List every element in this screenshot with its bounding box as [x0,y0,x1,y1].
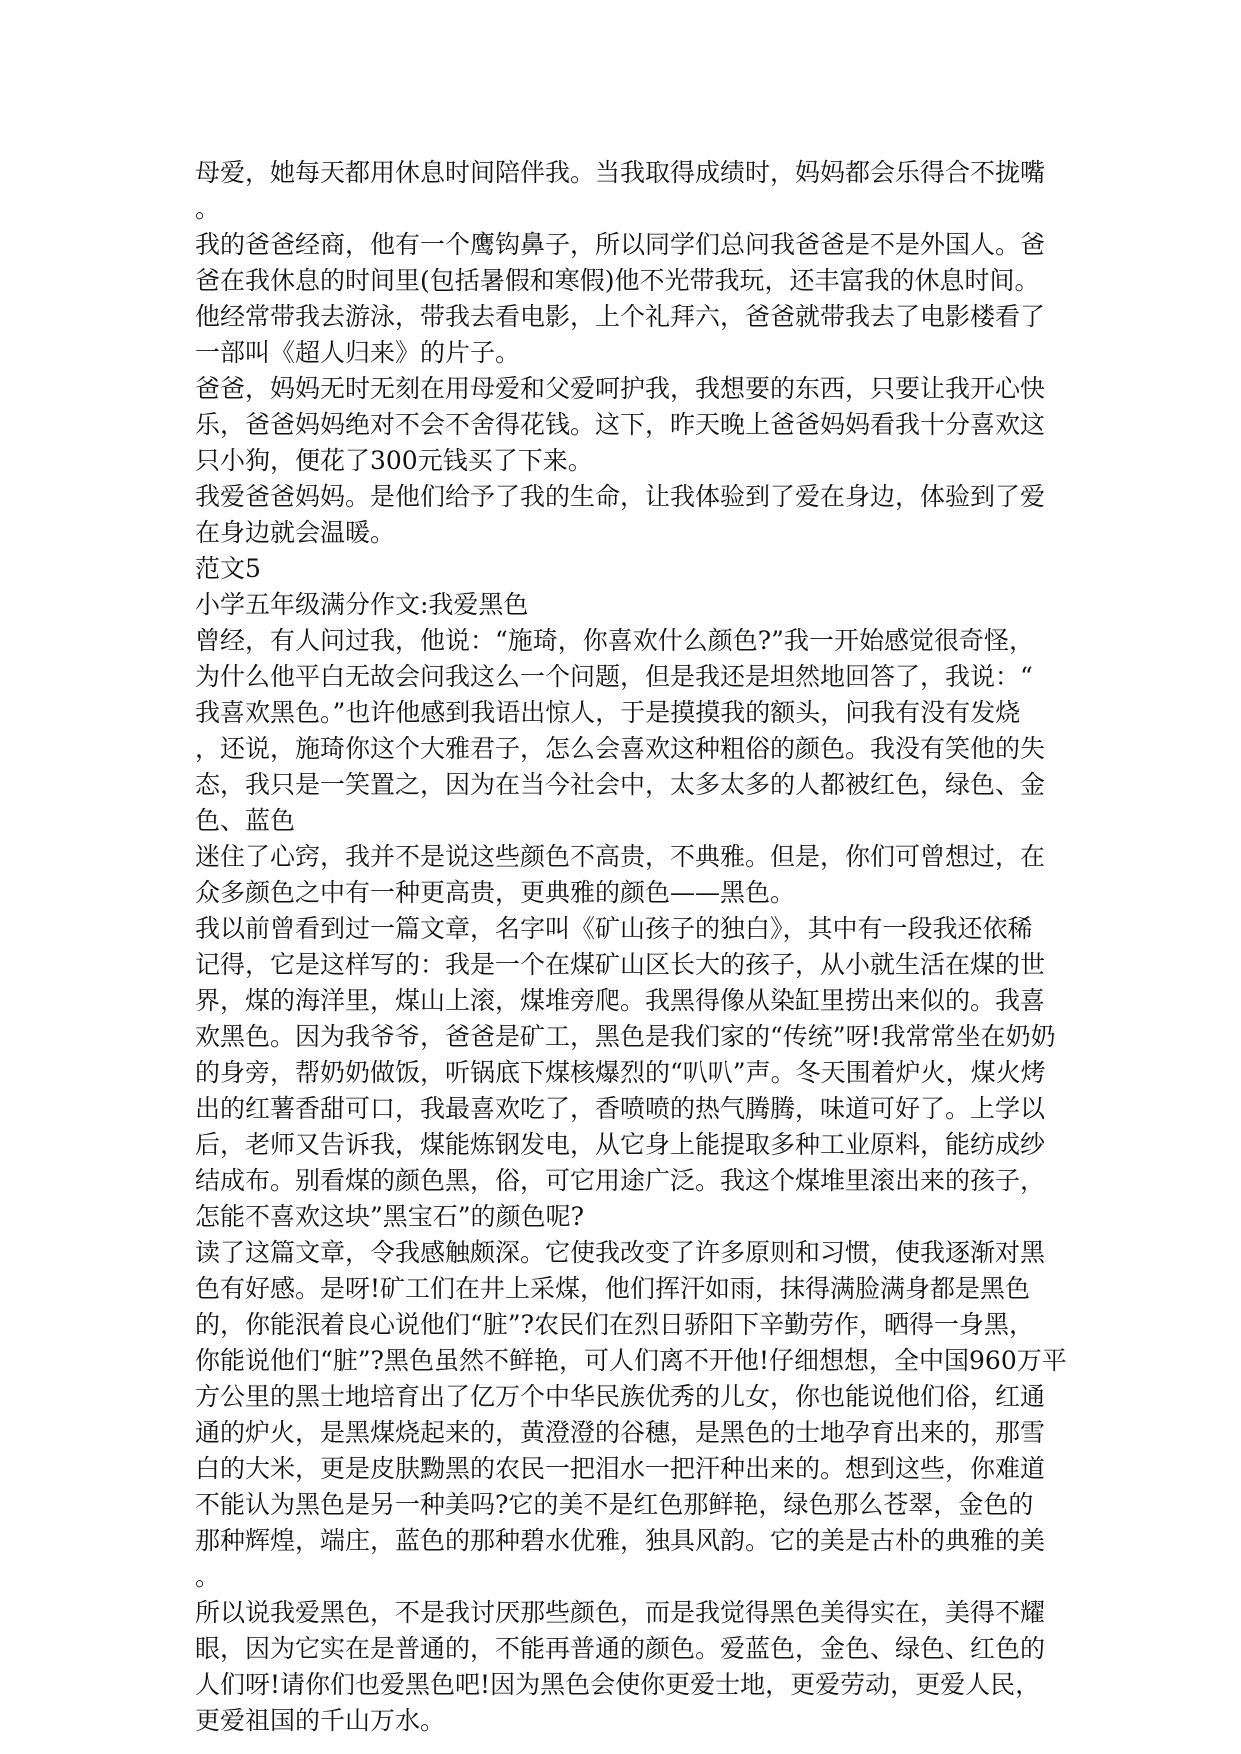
text-line: 结成布。别看煤的颜色黑，俗，可它用途广泛。我这个煤堆里滚出来的孩子， [195,1166,1046,1195]
text-line: 不能认为黑色是另一种美吗?它的美不是红色那鲜艳，绿色那么苍翠，金色的 [195,1490,1034,1519]
text-line: 通的炉火，是黑煤烧起来的，黄澄澄的谷穗，是黑色的士地孕育出来的，那雪 [195,1418,1046,1447]
text-line: ，还说，施琦你这个大雅君子，怎么会喜欢这种粗俗的颜色。我没有笑他的失 [195,734,1046,763]
text-line: 所以说我爱黑色，不是我讨厌那些颜色，而是我觉得黑色美得实在，美得不耀 [195,1598,1046,1627]
text-line: 他经常带我去游泳，带我去看电影，上个礼拜六，爸爸就带我去了电影楼看了 [195,302,1046,331]
text-line: 爸爸，妈妈无时无刻在用母爱和父爱呵护我，我想要的东西，只要让我开心快 [195,374,1046,403]
text-line: 记得，它是这样写的：我是一个在煤矿山区长大的孩子，从小就生活在煤的世 [195,950,1046,979]
text-line: 色有好感。是呀!矿工们在井上采煤，他们挥汗如雨，抹得满脸满身都是黑色 [195,1274,1031,1303]
text-line: 爸在我休息的时间里(包括暑假和寒假)他不光带我玩，还丰富我的休息时间。 [195,266,1040,295]
text-line: 更爱祖国的千山万水。 [195,1706,446,1735]
text-line: 只小狗，便花了300元钱买了下来。 [195,446,593,475]
text-line: 那种辉煌，端庄，蓝色的那种碧水优雅，独具风韵。它的美是古朴的典雅的美 [195,1526,1046,1555]
text-line: 曾经，有人问过我，他说：“施琦，你喜欢什么颜色?”我一开始感觉很奇怪， [195,626,1034,655]
text-line: 读了这篇文章，令我感触颇深。它使我改变了许多原则和习惯，使我逐渐对黑 [195,1238,1046,1267]
text-line: 。 [195,1562,221,1591]
text-line: 为什么他平白无故会问我这么一个问题，但是我还是坦然地回答了，我说：“ [195,662,1033,691]
text-line: 我喜欢黑色。”也许他感到我语出惊人，于是摸摸我的额头，问我有没有发烧 [195,698,1021,727]
text-line: 人们呀!请你们也爱黑色吧!因为黑色会使你更爱士地，更爱劳动，更爱人民， [195,1670,1041,1699]
text-line: 众多颜色之中有一种更高贵，更典雅的颜色——黑色。 [195,878,796,907]
text-line: 方公里的黑士地培育出了亿万个中华民族优秀的儿女，你也能说他们俗，红通 [195,1382,1046,1411]
text-line: 白的大米，更是皮肤黝黑的农民一把泪水一把汗种出来的。想到这些，你难道 [195,1454,1046,1483]
text-line: 的，你能泯着良心说他们“脏”?农民们在烈日骄阳下辛勤劳作，晒得一身黑， [195,1310,1034,1339]
text-line: 在身边就会温暖。 [195,518,396,547]
text-line: 我的爸爸经商，他有一个鹰钩鼻子，所以同学们总问我爸爸是不是外国人。爸 [195,230,1046,259]
text-line: 乐，爸爸妈妈绝对不会不舍得花钱。这下，昨天晚上爸爸妈妈看我十分喜欢这 [195,410,1046,439]
text-line: 的身旁，帮奶奶做饭，听锅底下煤核爆烈的“叭叭”声。冬天围着炉火，煤火烤 [195,1058,1046,1087]
text-line: 出的红薯香甜可口，我最喜欢吃了，香喷喷的热气腾腾，味道可好了。上学以 [195,1094,1046,1123]
text-line: 后，老师又告诉我，煤能炼钢发电，从它身上能提取多种工业原料，能纺成纱 [195,1130,1046,1159]
text-line: 欢黑色。因为我爷爷，爸爸是矿工，黑色是我们家的“传统”呀!我常常坐在奶奶 [195,1022,1056,1051]
text-line: 我爱爸爸妈妈。是他们给予了我的生命，让我体验到了爱在身边，体验到了爱 [195,482,1046,511]
text-line: 迷住了心窍，我并不是说这些颜色不高贵，不典雅。但是，你们可曾想过，在 [195,842,1046,871]
text-line: 小学五年级满分作文:我爱黑色 [195,590,529,619]
text-line: 我以前曾看到过一篇文章，名字叫《矿山孩子的独白》，其中有一段我还依稀 [195,914,1033,943]
text-line: 你能说他们“脏”?黑色虽然不鲜艳，可人们离不开他!仔细想想，全中国960万平 [195,1346,1067,1375]
text-line: 态，我只是一笑置之，因为在当今社会中，太多太多的人都被红色，绿色、金 [195,770,1046,799]
text-line: 母爱，她每天都用休息时间陪伴我。当我取得成绩时，妈妈都会乐得合不拢嘴 [195,158,1046,187]
text-line: 色、蓝色 [195,806,296,835]
text-line: 一部叫《超人归来》的片子。 [195,338,521,367]
text-line: 界，煤的海洋里，煤山上滚，煤堆旁爬。我黑得像从染缸里捞出来似的。我喜 [195,986,1046,1015]
text-line: 怎能不喜欢这块”黑宝石”的颜色呢? [195,1202,584,1231]
text-line: 范文5 [195,554,261,583]
text-line: 眼，因为它实在是普通的，不能再普通的颜色。爱蓝色，金色、绿色、红色的 [195,1634,1046,1663]
text-line: 。 [195,194,221,223]
essay-text-block [195,155,1075,1739]
